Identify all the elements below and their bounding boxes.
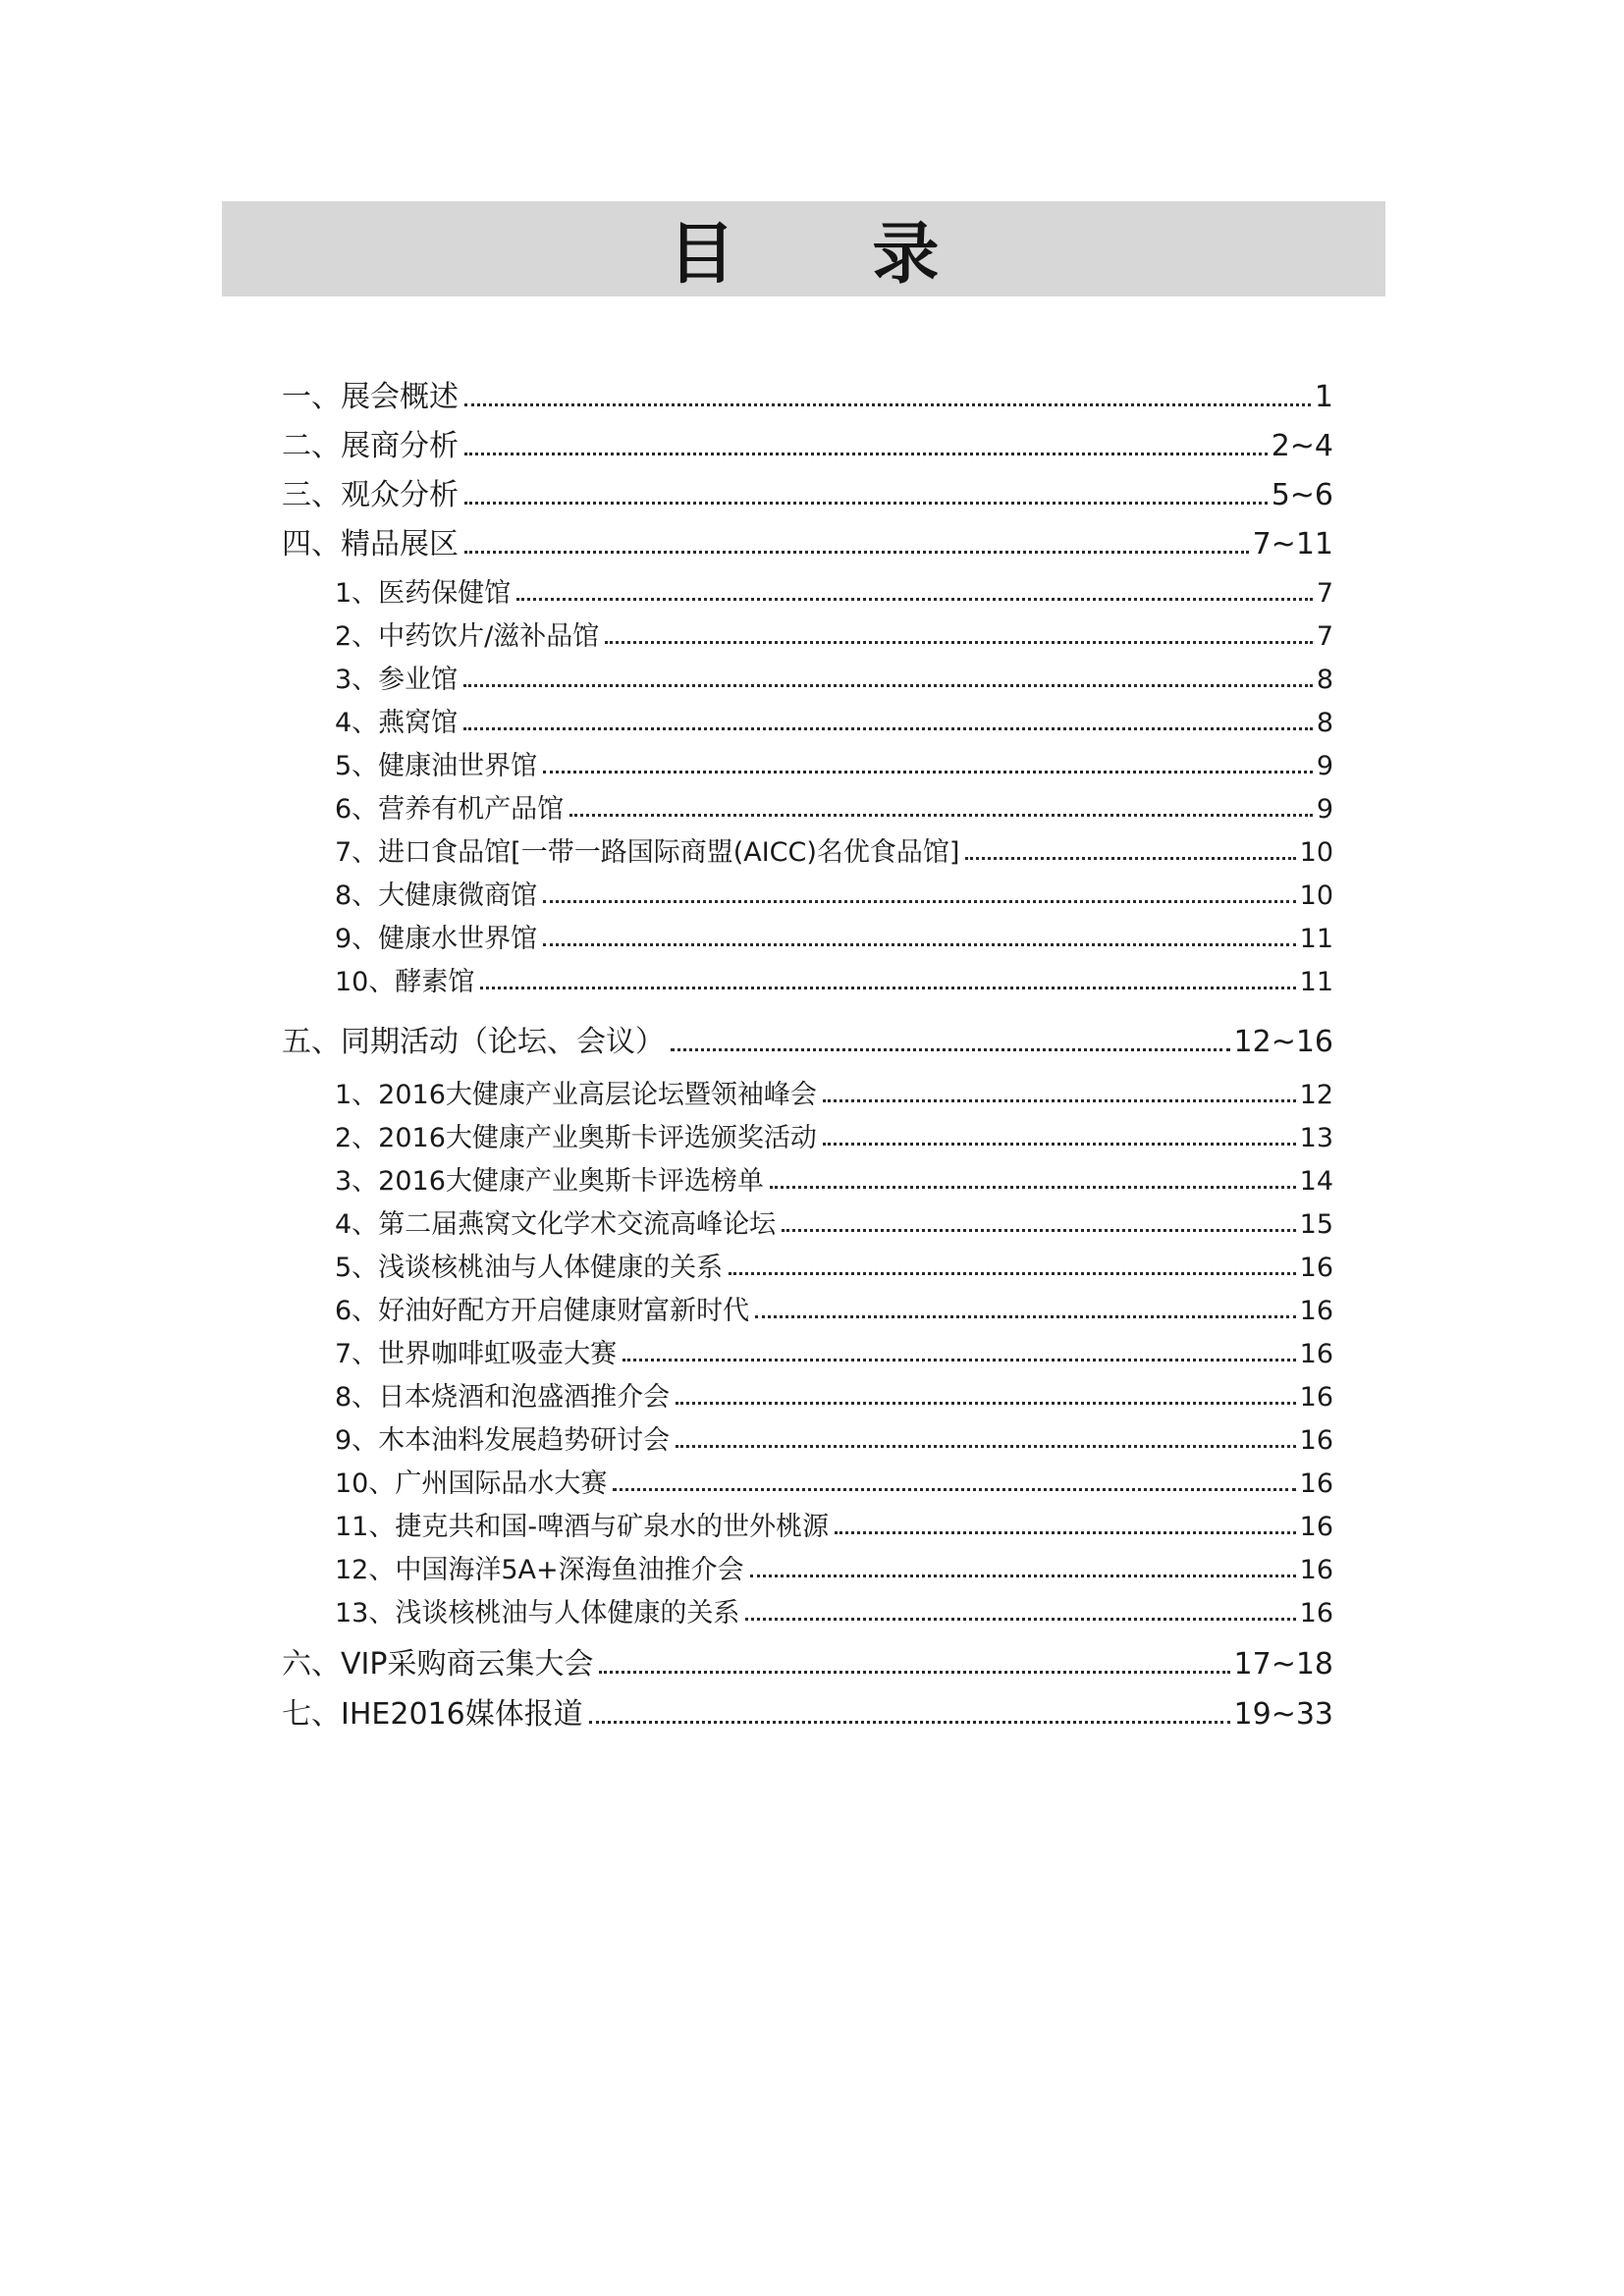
dot-leader bbox=[676, 1402, 1295, 1405]
toc-subsection[interactable] bbox=[335, 787, 1333, 823]
toc-page-number: 5~6 bbox=[1271, 478, 1333, 512]
dot-leader bbox=[965, 857, 1295, 860]
toc-subsection-label: 2、中药饮片/滋补品馆 bbox=[335, 621, 600, 652]
toc-subsection-label: 13、浅谈核桃油与人体健康的关系 bbox=[335, 1598, 740, 1629]
toc-section[interactable] bbox=[282, 373, 1333, 412]
toc-subsection[interactable] bbox=[335, 1591, 1333, 1627]
toc-section-label: 七、IHE2016媒体报道 bbox=[282, 1697, 583, 1732]
toc-subsection[interactable] bbox=[335, 701, 1333, 736]
toc-subsection-label: 10、酵素馆 bbox=[335, 967, 475, 997]
dot-leader bbox=[676, 1445, 1295, 1448]
dot-leader bbox=[464, 551, 1249, 554]
dot-leader bbox=[770, 1186, 1296, 1189]
toc-page-number: 8 bbox=[1316, 708, 1333, 738]
toc-subsection[interactable] bbox=[335, 1462, 1333, 1497]
toc-section-label: 五、同期活动（论坛、会议） bbox=[282, 1025, 665, 1059]
toc-page-number: 16 bbox=[1299, 1512, 1333, 1542]
toc-section-label: 一、展会概述 bbox=[282, 380, 459, 414]
dot-leader bbox=[464, 453, 1268, 455]
toc-page-number: 11 bbox=[1299, 924, 1333, 954]
toc-page-number: 16 bbox=[1299, 1425, 1333, 1456]
toc-page-number: 16 bbox=[1299, 1598, 1333, 1629]
toc-subsection[interactable] bbox=[335, 830, 1333, 866]
toc-section-label: 三、观众分析 bbox=[282, 478, 459, 512]
toc-section[interactable] bbox=[282, 520, 1333, 560]
toc-subsection-label: 2、2016大健康产业奥斯卡评选颁奖活动 bbox=[335, 1123, 817, 1153]
toc-subsection-label: 11、捷克共和国-啤酒与矿泉水的世外桃源 bbox=[335, 1512, 830, 1542]
dot-leader bbox=[589, 1721, 1230, 1724]
dot-leader bbox=[516, 598, 1313, 601]
toc-page-number: 19~33 bbox=[1233, 1697, 1333, 1732]
toc-page-number: 8 bbox=[1316, 665, 1333, 695]
toc-subsection-label: 7、世界咖啡虹吸壶大赛 bbox=[335, 1339, 618, 1369]
dot-leader bbox=[605, 641, 1313, 644]
toc-subsection[interactable] bbox=[335, 1375, 1333, 1411]
toc-section[interactable] bbox=[282, 1640, 1333, 1680]
dot-leader bbox=[569, 814, 1313, 817]
toc-page-number: 16 bbox=[1299, 1555, 1333, 1585]
toc-subsection[interactable] bbox=[335, 1246, 1333, 1281]
toc-section-label: 六、VIP采购商云集大会 bbox=[282, 1647, 594, 1682]
toc-subsection[interactable] bbox=[335, 571, 1333, 607]
toc-section[interactable] bbox=[282, 471, 1333, 510]
toc-subsection-label: 1、医药保健馆 bbox=[335, 578, 512, 609]
dot-leader bbox=[463, 684, 1313, 687]
toc-subsection[interactable] bbox=[335, 1116, 1333, 1151]
toc-page-number: 2~4 bbox=[1271, 429, 1333, 463]
dot-leader bbox=[823, 1143, 1296, 1146]
toc-page-number: 14 bbox=[1299, 1166, 1333, 1197]
toc-page-number: 10 bbox=[1299, 837, 1333, 868]
toc-page-number: 15 bbox=[1299, 1209, 1333, 1240]
toc-page-number: 16 bbox=[1299, 1339, 1333, 1369]
toc-page-number: 16 bbox=[1299, 1296, 1333, 1326]
dot-leader bbox=[543, 771, 1313, 774]
toc-subsection[interactable] bbox=[335, 1073, 1333, 1108]
toc-page-number: 16 bbox=[1299, 1468, 1333, 1499]
toc-subsection-label: 9、健康水世界馆 bbox=[335, 924, 538, 954]
toc-page-number: 7 bbox=[1316, 578, 1333, 609]
toc-subsection[interactable] bbox=[335, 658, 1333, 693]
toc-page-number: 17~18 bbox=[1233, 1647, 1333, 1682]
toc-page-number: 10 bbox=[1299, 881, 1333, 911]
toc-subsection-label: 7、进口食品馆[一带一路国际商盟(AICC)名优食品馆] bbox=[335, 837, 960, 868]
dot-leader bbox=[464, 403, 1311, 406]
dot-leader bbox=[835, 1531, 1296, 1534]
toc-page-number: 11 bbox=[1299, 967, 1333, 997]
toc-subsection[interactable] bbox=[335, 874, 1333, 909]
toc-subsection-label: 4、第二届燕窝文化学术交流高峰论坛 bbox=[335, 1209, 777, 1240]
dot-leader bbox=[755, 1315, 1295, 1318]
toc-subsection[interactable] bbox=[335, 960, 1333, 995]
toc-page-number: 13 bbox=[1299, 1123, 1333, 1153]
toc-section-label: 二、展商分析 bbox=[282, 429, 459, 463]
toc-subsection[interactable] bbox=[335, 1418, 1333, 1454]
toc-subsection[interactable] bbox=[335, 614, 1333, 650]
toc-subsection[interactable] bbox=[335, 1505, 1333, 1540]
toc-page-number: 16 bbox=[1299, 1382, 1333, 1413]
dot-leader bbox=[613, 1488, 1295, 1491]
toc-subsection[interactable] bbox=[335, 1332, 1333, 1367]
toc-subsection-label: 8、大健康微商馆 bbox=[335, 881, 538, 911]
toc-subsection[interactable] bbox=[335, 1289, 1333, 1324]
toc-page-number: 1 bbox=[1314, 380, 1333, 414]
toc-subsection[interactable] bbox=[335, 1548, 1333, 1583]
dot-leader bbox=[599, 1671, 1229, 1674]
toc-subsection-label: 3、2016大健康产业奥斯卡评选榜单 bbox=[335, 1166, 764, 1197]
toc-subsection[interactable] bbox=[335, 744, 1333, 779]
dot-leader bbox=[745, 1618, 1295, 1621]
dot-leader bbox=[782, 1229, 1295, 1232]
toc-subsection-label: 5、健康油世界馆 bbox=[335, 751, 538, 781]
toc-section-label: 四、精品展区 bbox=[282, 527, 459, 561]
dot-leader bbox=[480, 987, 1295, 989]
dot-leader bbox=[823, 1099, 1296, 1102]
toc-page-number: 7 bbox=[1316, 621, 1333, 652]
toc-subsection-label: 1、2016大健康产业高层论坛暨领袖峰会 bbox=[335, 1080, 817, 1110]
toc-subsection-label: 5、浅谈核桃油与人体健康的关系 bbox=[335, 1253, 724, 1283]
toc-page-number: 9 bbox=[1316, 794, 1333, 825]
toc-subsection[interactable] bbox=[335, 1159, 1333, 1195]
toc-subsection-label: 9、木本油料发展趋势研讨会 bbox=[335, 1425, 671, 1456]
toc-section[interactable] bbox=[282, 1018, 1333, 1057]
toc-subsection-label: 3、参业馆 bbox=[335, 665, 459, 695]
toc-subsection-label: 12、中国海洋5A+深海鱼油推介会 bbox=[335, 1555, 744, 1585]
toc-subsection[interactable] bbox=[335, 917, 1333, 952]
dot-leader bbox=[623, 1359, 1295, 1362]
dot-leader bbox=[729, 1272, 1295, 1275]
toc-section[interactable] bbox=[282, 422, 1333, 461]
toc-page-number: 12 bbox=[1299, 1080, 1333, 1110]
toc-section[interactable] bbox=[282, 1690, 1333, 1730]
toc-page-number: 9 bbox=[1316, 751, 1333, 781]
toc-subsection-label: 6、营养有机产品馆 bbox=[335, 794, 565, 825]
toc-page-number: 16 bbox=[1299, 1253, 1333, 1283]
dot-leader bbox=[543, 943, 1295, 946]
toc-subsection-label: 10、广州国际品水大赛 bbox=[335, 1468, 608, 1499]
dot-leader bbox=[464, 502, 1268, 505]
dot-leader bbox=[463, 727, 1313, 730]
toc-page-number: 7~11 bbox=[1252, 527, 1333, 561]
toc-page-number: 12~16 bbox=[1233, 1025, 1333, 1059]
dot-leader bbox=[750, 1575, 1296, 1577]
dot-leader bbox=[671, 1048, 1230, 1051]
toc-subsection-label: 8、日本烧酒和泡盛酒推介会 bbox=[335, 1382, 671, 1413]
toc-subsection[interactable] bbox=[335, 1202, 1333, 1238]
toc-subsection-label: 4、燕窝馆 bbox=[335, 708, 459, 738]
toc-subsection-label: 6、好油好配方开启健康财富新时代 bbox=[335, 1296, 750, 1326]
dot-leader bbox=[543, 900, 1295, 903]
page-title: 目 录 bbox=[668, 215, 997, 294]
